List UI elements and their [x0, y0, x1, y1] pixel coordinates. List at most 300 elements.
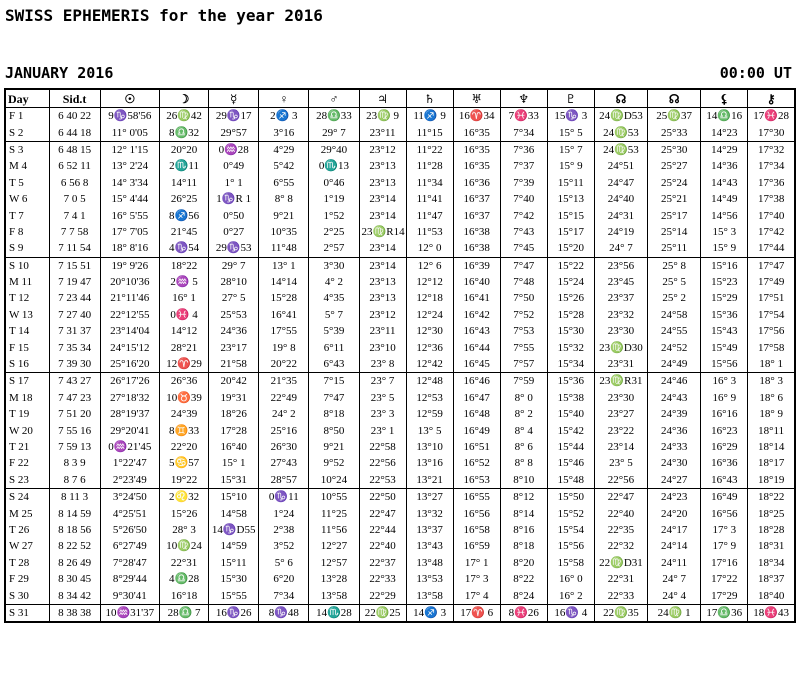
value-cell: 15°17: [547, 224, 594, 240]
value-cell: 27°18'32: [100, 390, 159, 406]
value-cell: 17°38: [748, 191, 795, 207]
value-cell: 8 38 38: [49, 604, 100, 622]
day-cell: F 29: [5, 571, 49, 587]
value-cell: 18°17: [748, 455, 795, 471]
value-cell: 16° 5'55: [100, 207, 159, 223]
value-cell: 15°42: [547, 422, 594, 438]
value-cell: 8♐56: [160, 207, 209, 223]
value-cell: 25° 8: [648, 257, 701, 274]
value-cell: 23♍D30: [594, 339, 647, 355]
value-cell: 15°15: [547, 207, 594, 223]
value-cell: 15°11: [547, 175, 594, 191]
value-cell: 16°47: [453, 390, 500, 406]
day-cell: M 4: [5, 158, 49, 174]
column-header-symbol: ☊: [594, 89, 647, 108]
value-cell: 8°24: [500, 587, 547, 604]
value-cell: 4°25'51: [100, 505, 159, 521]
table-row: [5, 274, 795, 290]
value-cell: 20°20: [160, 141, 209, 158]
value-cell: 7 4 1: [49, 207, 100, 223]
value-cell: 15° 5: [547, 124, 594, 141]
value-cell: 25°16'20: [100, 356, 159, 373]
value-cell: 18°25: [748, 505, 795, 521]
value-cell: 26°25: [160, 191, 209, 207]
table-row: [5, 290, 795, 306]
value-cell: 16°56: [701, 505, 748, 521]
value-cell: 7°50: [500, 290, 547, 306]
value-cell: 22♍D31: [594, 555, 647, 571]
time-heading: 00:00 UT: [719, 64, 792, 82]
value-cell: 8♊33: [160, 422, 209, 438]
value-cell: 23° 5: [359, 390, 406, 406]
table-row: [5, 207, 795, 223]
value-cell: 16° 0: [547, 571, 594, 587]
value-cell: 17♓28: [748, 108, 795, 125]
value-cell: 15°56: [547, 538, 594, 554]
value-cell: 14°49: [701, 191, 748, 207]
value-cell: 13°32: [406, 505, 453, 521]
value-cell: 24°39: [160, 406, 209, 422]
value-cell: 16°38: [453, 240, 500, 257]
value-cell: 16°41: [453, 290, 500, 306]
value-cell: 7°34: [500, 124, 547, 141]
table-row: [5, 240, 795, 257]
value-cell: 23°13: [359, 290, 406, 306]
value-cell: 15°34: [547, 356, 594, 373]
value-cell: 13°58: [309, 587, 359, 604]
value-cell: 8°22: [500, 571, 547, 587]
value-cell: 19°22: [160, 472, 209, 489]
value-cell: 13° 2'24: [100, 158, 159, 174]
value-cell: 25°17: [648, 207, 701, 223]
value-cell: 4°35: [309, 290, 359, 306]
value-cell: 1° 1: [209, 175, 259, 191]
value-cell: 7°45: [500, 240, 547, 257]
value-cell: 28°21: [160, 339, 209, 355]
value-cell: 24°11: [648, 555, 701, 571]
column-header-symbol: ☿: [209, 89, 259, 108]
table-row: [5, 472, 795, 489]
value-cell: 17°42: [748, 224, 795, 240]
value-cell: 12°12: [406, 274, 453, 290]
value-cell: 15°56: [701, 356, 748, 373]
value-cell: 7 51 20: [49, 406, 100, 422]
value-cell: 29°40: [309, 141, 359, 158]
value-cell: 15°28: [259, 290, 309, 306]
value-cell: 18°31: [748, 538, 795, 554]
value-cell: 18°22: [160, 257, 209, 274]
value-cell: 6°43: [309, 356, 359, 373]
value-cell: 11°56: [309, 522, 359, 538]
value-cell: 8°16: [500, 522, 547, 538]
value-cell: 11°48: [259, 240, 309, 257]
value-cell: 15°46: [547, 455, 594, 471]
value-cell: 16°23: [701, 422, 748, 438]
day-cell: S 3: [5, 141, 49, 158]
column-header-symbol: ⚸: [701, 89, 748, 108]
day-cell: W 27: [5, 538, 49, 554]
value-cell: 24♍53: [594, 124, 647, 141]
value-cell: 13°37: [406, 522, 453, 538]
value-cell: 5° 6: [259, 555, 309, 571]
value-cell: 2♒ 5: [160, 274, 209, 290]
day-cell: F 8: [5, 224, 49, 240]
value-cell: 24°20: [648, 505, 701, 521]
day-cell: S 16: [5, 356, 49, 373]
value-cell: 15°48: [547, 472, 594, 489]
value-cell: 28♎ 7: [160, 604, 209, 622]
table-row: [5, 108, 795, 125]
value-cell: 24°14: [648, 538, 701, 554]
value-cell: 13°21: [406, 472, 453, 489]
value-cell: 11♐ 9: [406, 108, 453, 125]
value-cell: 18° 3: [748, 373, 795, 390]
value-cell: 24°46: [648, 373, 701, 390]
value-cell: 24° 4: [648, 587, 701, 604]
day-cell: W 20: [5, 422, 49, 438]
value-cell: 8 3 9: [49, 455, 100, 471]
table-body: [5, 108, 795, 623]
value-cell: 16°49: [453, 422, 500, 438]
value-cell: 8°18: [500, 538, 547, 554]
value-cell: 17°16: [701, 555, 748, 571]
value-cell: 17♈ 6: [453, 604, 500, 622]
value-cell: 7 55 16: [49, 422, 100, 438]
value-cell: 7°55: [500, 339, 547, 355]
value-cell: 16♑ 4: [547, 604, 594, 622]
value-cell: 8°14: [500, 505, 547, 521]
column-header-symbol: ☽: [160, 89, 209, 108]
value-cell: 10♒31'37: [100, 604, 159, 622]
value-cell: 8 22 52: [49, 538, 100, 554]
value-cell: 11°47: [406, 207, 453, 223]
value-cell: 23° 8: [359, 356, 406, 373]
day-cell: F 1: [5, 108, 49, 125]
value-cell: 23°10: [359, 339, 406, 355]
value-cell: 15°30: [209, 571, 259, 587]
value-cell: 16°16: [701, 406, 748, 422]
value-cell: 24°52: [648, 339, 701, 355]
value-cell: 22°29: [359, 587, 406, 604]
value-cell: 7 23 44: [49, 290, 100, 306]
value-cell: 11°28: [406, 158, 453, 174]
table-header-row: [5, 89, 795, 108]
value-cell: 17°22: [701, 571, 748, 587]
value-cell: 23°32: [594, 307, 647, 323]
value-cell: 18°26: [209, 406, 259, 422]
value-cell: 18°34: [748, 555, 795, 571]
value-cell: 20°42: [209, 373, 259, 390]
value-cell: 13°48: [406, 555, 453, 571]
value-cell: 23♍ 9: [359, 108, 406, 125]
value-cell: 16°39: [453, 257, 500, 274]
table-row: [5, 571, 795, 587]
value-cell: 16°35: [453, 124, 500, 141]
value-cell: 6 52 11: [49, 158, 100, 174]
value-cell: 2♐ 3: [259, 108, 309, 125]
value-cell: 16°41: [259, 307, 309, 323]
value-cell: 25°14: [648, 224, 701, 240]
value-cell: 22°32: [594, 538, 647, 554]
value-cell: 18° 6: [748, 390, 795, 406]
value-cell: 23°14: [594, 439, 647, 455]
value-cell: 15°26: [160, 505, 209, 521]
value-cell: 16♑26: [209, 604, 259, 622]
value-cell: 16° 2: [547, 587, 594, 604]
value-cell: 23°11: [359, 124, 406, 141]
value-cell: 15°44: [547, 439, 594, 455]
value-cell: 7°15: [309, 373, 359, 390]
value-cell: 0♒21'45: [100, 439, 159, 455]
value-cell: 26°36: [160, 373, 209, 390]
value-cell: 18♓43: [748, 604, 795, 622]
value-cell: 17°58: [748, 339, 795, 355]
day-cell: W 13: [5, 307, 49, 323]
value-cell: 15° 4'44: [100, 191, 159, 207]
value-cell: 15°36: [701, 307, 748, 323]
value-cell: 0♒28: [209, 141, 259, 158]
column-header-symbol: ♅: [453, 89, 500, 108]
table-row: [5, 390, 795, 406]
value-cell: 26°30: [259, 439, 309, 455]
value-cell: 24°55: [648, 323, 701, 339]
value-cell: 9♑58'56: [100, 108, 159, 125]
value-cell: 29° 7: [309, 124, 359, 141]
value-cell: 24°15'12: [100, 339, 159, 355]
table-row: [5, 356, 795, 373]
value-cell: 22°37: [359, 555, 406, 571]
value-cell: 2♏11: [160, 158, 209, 174]
value-cell: 7°53: [500, 323, 547, 339]
value-cell: 22°56: [594, 472, 647, 489]
value-cell: 14°43: [701, 175, 748, 191]
value-cell: 17° 1: [453, 555, 500, 571]
value-cell: 24°19: [594, 224, 647, 240]
value-cell: 9°21: [309, 439, 359, 455]
value-cell: 23° 5: [594, 455, 647, 471]
value-cell: 16°44: [453, 339, 500, 355]
value-cell: 14°29: [701, 141, 748, 158]
value-cell: 17° 4: [453, 587, 500, 604]
value-cell: 21°35: [259, 373, 309, 390]
value-cell: 14♐ 3: [406, 604, 453, 622]
day-cell: T 19: [5, 406, 49, 422]
value-cell: 8 11 3: [49, 488, 100, 505]
value-cell: 17°34: [748, 158, 795, 174]
value-cell: 23°13: [359, 158, 406, 174]
value-cell: 22°31: [160, 555, 209, 571]
value-cell: 26°17'26: [100, 373, 159, 390]
value-cell: 8 18 56: [49, 522, 100, 538]
value-cell: 17° 3: [453, 571, 500, 587]
value-cell: 17°30: [748, 124, 795, 141]
value-cell: 23°30: [594, 323, 647, 339]
value-cell: 14♑D55: [209, 522, 259, 538]
value-cell: 16°45: [453, 356, 500, 373]
value-cell: 14°14: [259, 274, 309, 290]
value-cell: 10♍24: [160, 538, 209, 554]
value-cell: 21°45: [160, 224, 209, 240]
value-cell: 28♎33: [309, 108, 359, 125]
value-cell: 27°43: [259, 455, 309, 471]
table-row: [5, 323, 795, 339]
value-cell: 15°26: [547, 290, 594, 306]
value-cell: 15°38: [547, 390, 594, 406]
value-cell: 2°25: [309, 224, 359, 240]
value-cell: 24°36: [209, 323, 259, 339]
value-cell: 16°29: [701, 439, 748, 455]
table-row: [5, 422, 795, 438]
value-cell: 24♍ 1: [648, 604, 701, 622]
value-cell: 22°33: [594, 587, 647, 604]
value-cell: 16°46: [453, 373, 500, 390]
value-cell: 29♑53: [209, 240, 259, 257]
value-cell: 7 35 34: [49, 339, 100, 355]
value-cell: 23♍R31: [594, 373, 647, 390]
value-cell: 8♎32: [160, 124, 209, 141]
value-cell: 16°51: [453, 439, 500, 455]
value-cell: 16°55: [453, 488, 500, 505]
value-cell: 24°30: [648, 455, 701, 471]
value-cell: 7 31 37: [49, 323, 100, 339]
value-cell: 16°35: [453, 158, 500, 174]
value-cell: 23° 7: [359, 373, 406, 390]
value-cell: 27° 5: [209, 290, 259, 306]
value-cell: 7°57: [500, 356, 547, 373]
value-cell: 16°38: [453, 224, 500, 240]
table-row: [5, 455, 795, 471]
column-header-symbol: ♄: [406, 89, 453, 108]
day-cell: F 15: [5, 339, 49, 355]
value-cell: 17°28: [209, 422, 259, 438]
value-cell: 29°20'41: [100, 422, 159, 438]
value-cell: 24°43: [648, 390, 701, 406]
value-cell: 15°22: [547, 257, 594, 274]
value-cell: 18° 1: [748, 356, 795, 373]
value-cell: 14°36: [701, 158, 748, 174]
day-cell: T 12: [5, 290, 49, 306]
value-cell: 13°16: [406, 455, 453, 471]
value-cell: 17°32: [748, 141, 795, 158]
value-cell: 3°16: [259, 124, 309, 141]
value-cell: 25°24: [648, 175, 701, 191]
value-cell: 17°29: [701, 587, 748, 604]
value-cell: 7°59: [500, 373, 547, 390]
value-cell: 23♍R14: [359, 224, 406, 240]
value-cell: 29♑17: [209, 108, 259, 125]
value-cell: 22°40: [594, 505, 647, 521]
value-cell: 14° 3'34: [100, 175, 159, 191]
value-cell: 0°27: [209, 224, 259, 240]
value-cell: 17°56: [748, 323, 795, 339]
column-header-sidereal-time: Sid.t: [49, 89, 100, 108]
value-cell: 7°47: [309, 390, 359, 406]
value-cell: 16♈34: [453, 108, 500, 125]
column-header-symbol: ♆: [500, 89, 547, 108]
value-cell: 22°50: [359, 488, 406, 505]
value-cell: 15°40: [547, 406, 594, 422]
value-cell: 16°40: [209, 439, 259, 455]
value-cell: 7°52: [500, 307, 547, 323]
value-cell: 24°47: [594, 175, 647, 191]
value-cell: 13°53: [406, 571, 453, 587]
value-cell: 15°13: [547, 191, 594, 207]
value-cell: 23°37: [594, 290, 647, 306]
value-cell: 7 0 5: [49, 191, 100, 207]
value-cell: 14♎16: [701, 108, 748, 125]
value-cell: 23°22: [594, 422, 647, 438]
value-cell: 2°38: [259, 522, 309, 538]
value-cell: 0°46: [309, 175, 359, 191]
value-cell: 2°23'49: [100, 472, 159, 489]
value-cell: 22♍25: [359, 604, 406, 622]
value-cell: 18°14: [748, 439, 795, 455]
value-cell: 16°36: [453, 175, 500, 191]
value-cell: 16° 9: [701, 390, 748, 406]
value-cell: 21°58: [209, 356, 259, 373]
value-cell: 15° 9: [701, 240, 748, 257]
value-cell: 15°31: [209, 472, 259, 489]
value-cell: 19°31: [209, 390, 259, 406]
value-cell: 23° 3: [359, 406, 406, 422]
table-row: [5, 141, 795, 158]
value-cell: 9°30'41: [100, 587, 159, 604]
table-row: [5, 224, 795, 240]
value-cell: 24°23: [648, 488, 701, 505]
value-cell: 22°20: [160, 439, 209, 455]
value-cell: 4♎28: [160, 571, 209, 587]
value-cell: 11°22: [406, 141, 453, 158]
value-cell: 20°22: [259, 356, 309, 373]
value-cell: 24°49: [648, 356, 701, 373]
value-cell: 0°50: [209, 207, 259, 223]
value-cell: 9°52: [309, 455, 359, 471]
value-cell: 23°27: [594, 406, 647, 422]
value-cell: 17°47: [748, 257, 795, 274]
value-cell: 7°37: [500, 158, 547, 174]
value-cell: 15°11: [209, 555, 259, 571]
value-cell: 13°58: [406, 587, 453, 604]
value-cell: 16°35: [453, 141, 500, 158]
value-cell: 14°56: [701, 207, 748, 223]
day-cell: W 6: [5, 191, 49, 207]
table-row: [5, 307, 795, 323]
value-cell: 1°52: [309, 207, 359, 223]
value-cell: 8° 4: [500, 422, 547, 438]
value-cell: 3°30: [309, 257, 359, 274]
value-cell: 23°31: [594, 356, 647, 373]
value-cell: 12°27: [309, 538, 359, 554]
value-cell: 29° 7: [209, 257, 259, 274]
value-cell: 17° 3: [701, 522, 748, 538]
value-cell: 7°48: [500, 274, 547, 290]
value-cell: 15°43: [701, 323, 748, 339]
value-cell: 7 43 27: [49, 373, 100, 390]
table-row: [5, 505, 795, 521]
value-cell: 15°20: [547, 240, 594, 257]
table-row: [5, 158, 795, 174]
value-cell: 20°10'36: [100, 274, 159, 290]
value-cell: 2♌32: [160, 488, 209, 505]
value-cell: 14°12: [160, 323, 209, 339]
value-cell: 8° 2: [500, 406, 547, 422]
value-cell: 15°49: [701, 339, 748, 355]
value-cell: 15°29: [701, 290, 748, 306]
value-cell: 15°30: [547, 323, 594, 339]
value-cell: 15°52: [547, 505, 594, 521]
value-cell: 22°47: [594, 488, 647, 505]
day-cell: S 24: [5, 488, 49, 505]
